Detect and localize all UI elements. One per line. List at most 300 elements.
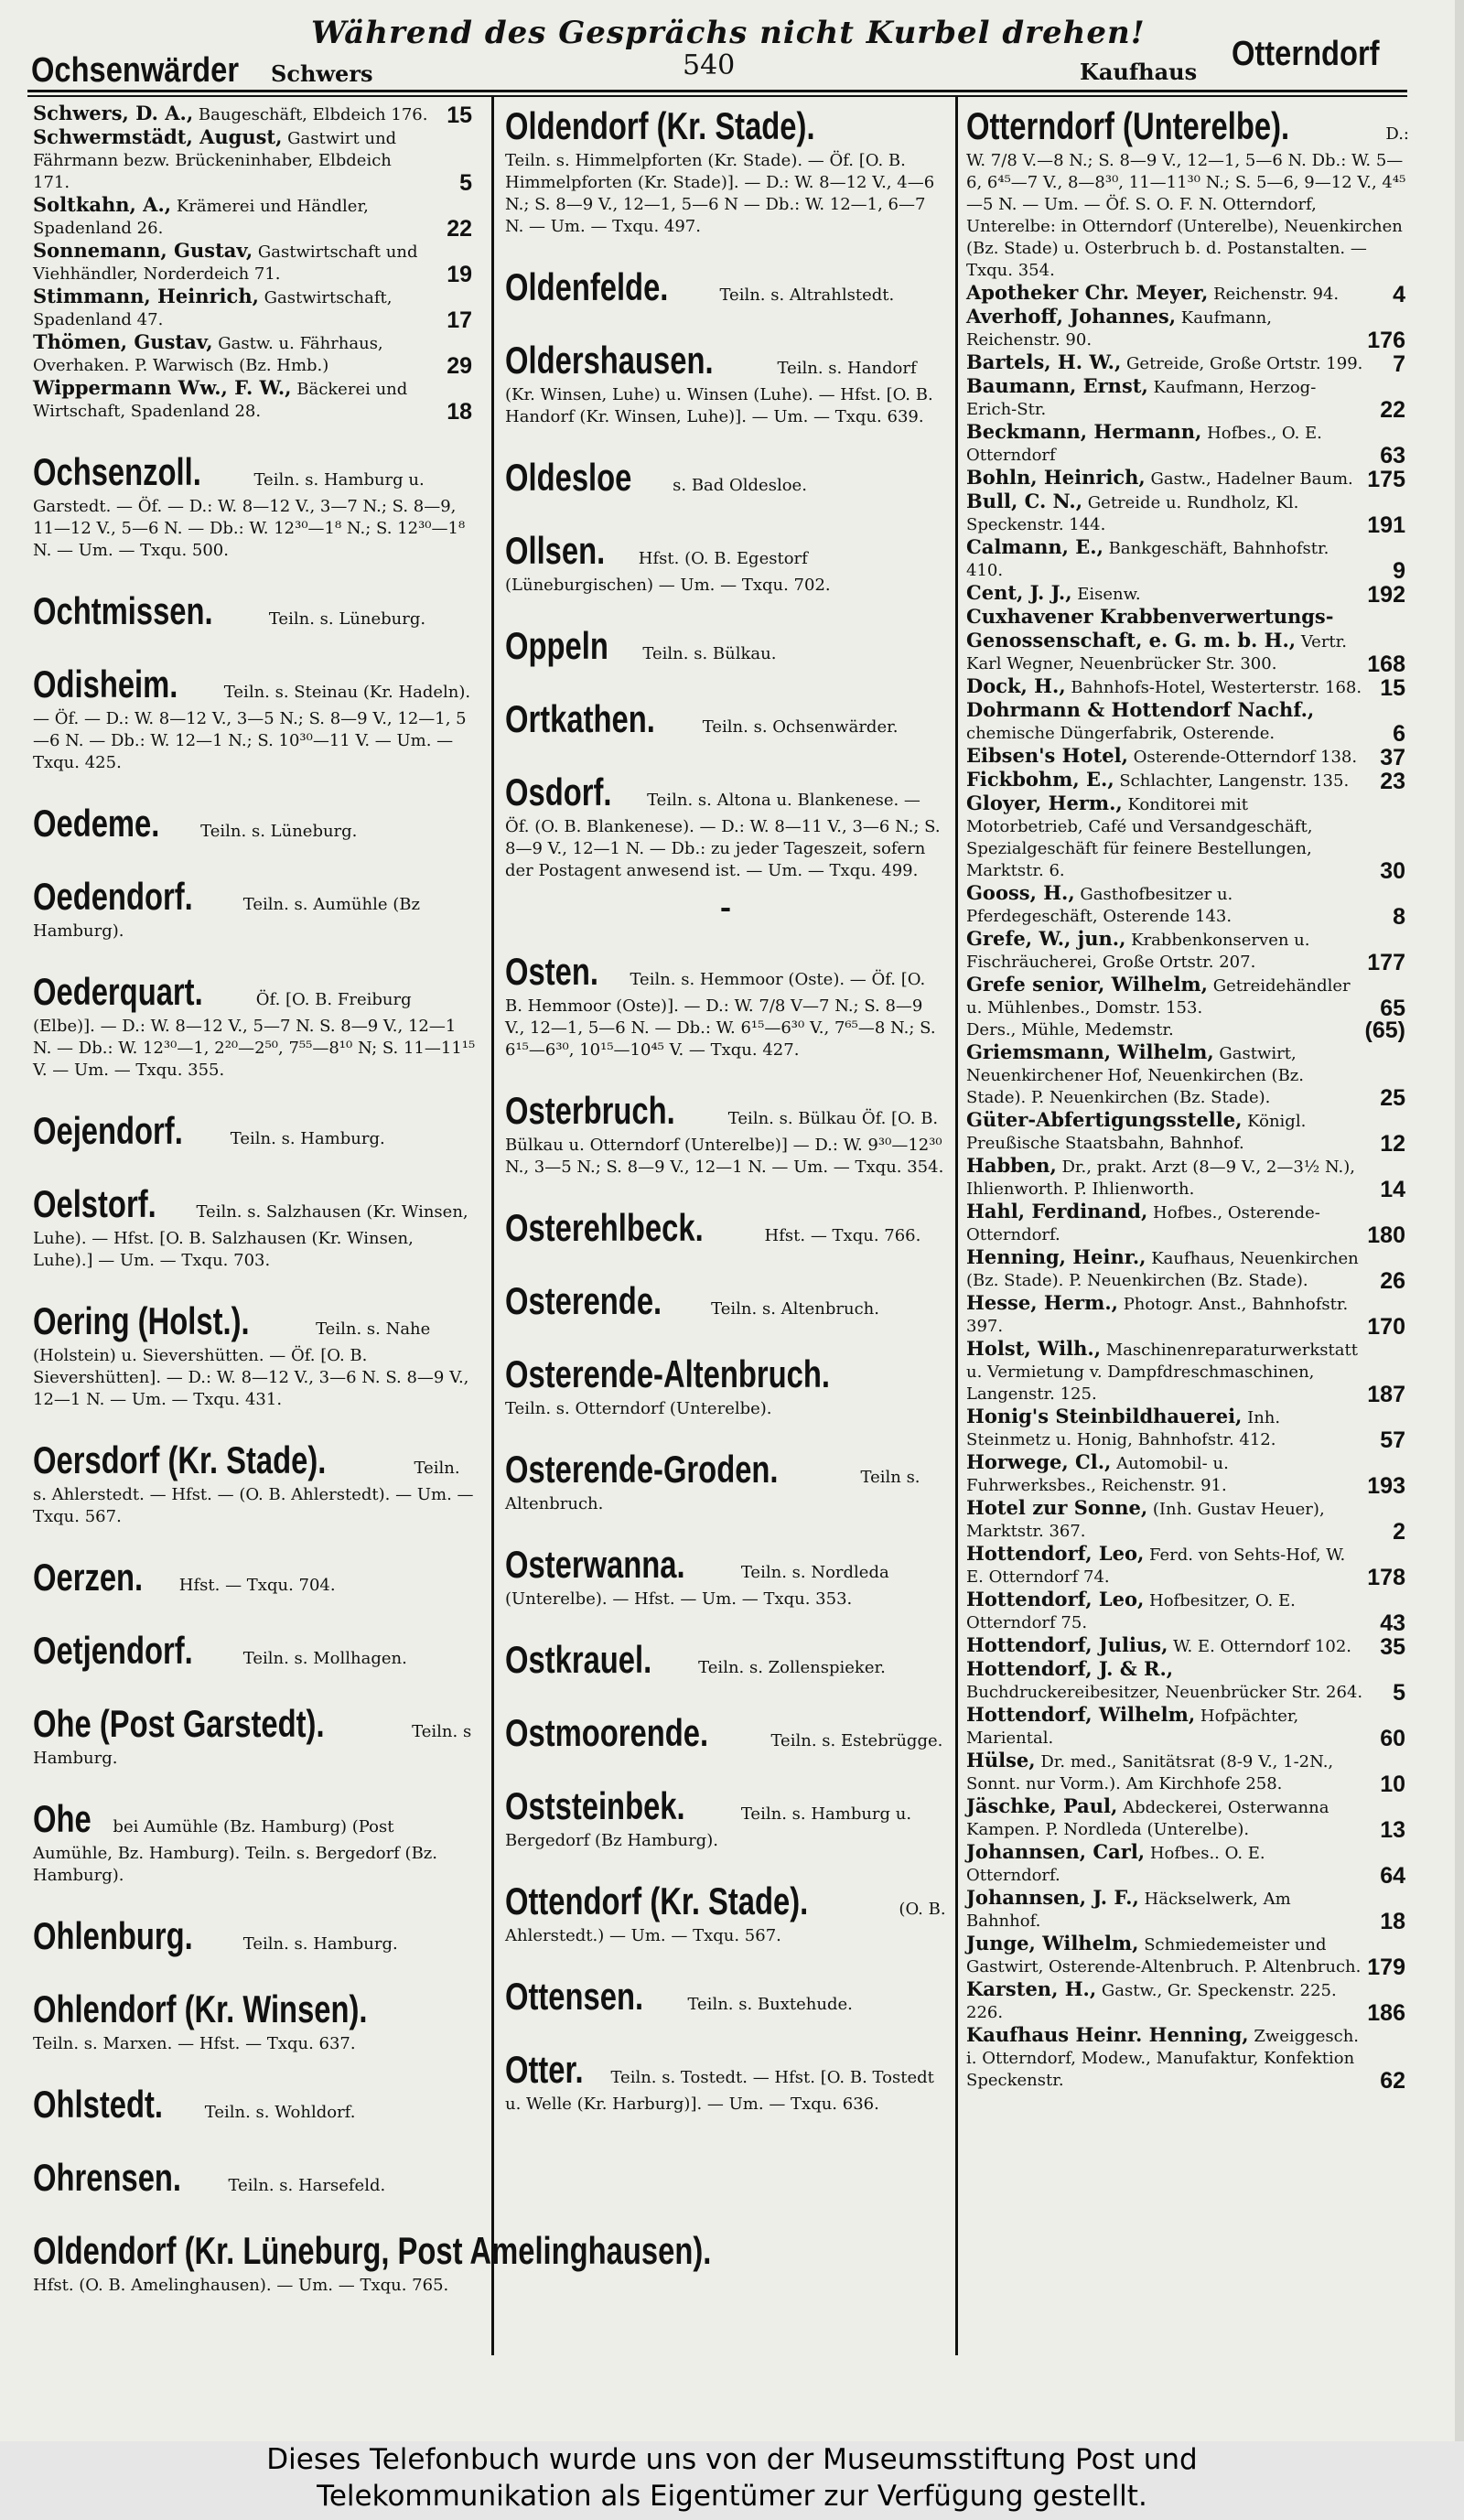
place-name: Odisheim.: [33, 662, 178, 705]
listing-details: Schmiedemeister und Gastwirt, Osterende-Altenbruch. P. Altenbruch.: [966, 1935, 1362, 1976]
place-entry: [505, 1709, 946, 1757]
place-entry: [505, 527, 946, 597]
place-name: Oedendorf.: [33, 875, 193, 918]
listing-details: Baugeschäft, Elbdeich 176.: [198, 105, 428, 124]
phone-number: 191: [1367, 512, 1405, 538]
place-name: Otterndorf (Unterelbe).: [966, 104, 1290, 147]
listing-details: Photogr. Anst., Bahnhofstr. 397.: [966, 1295, 1349, 1336]
listing-entry: [966, 1201, 1411, 1246]
listing-entry: [966, 769, 1411, 792]
listing-entry: [966, 582, 1411, 606]
listing-name: Eibsen's Hotel,: [966, 744, 1128, 767]
listing-name: Junge, Wilhelm,: [966, 1932, 1139, 1955]
listing-name: Karsten, H.,: [966, 1977, 1097, 2000]
listing-entry: [966, 1933, 1411, 1978]
phone-number: 168: [1367, 652, 1405, 677]
listing-details: Automobil- u. Fuhrwerksbes., Reichenstr. 91.: [966, 1454, 1229, 1495]
phone-number: 22: [1380, 397, 1405, 423]
listing-entry: [966, 421, 1411, 467]
listing-details: Gastwirt und Fährmann bezw. Brückeninhaber, Elbdeich 171.: [33, 129, 397, 192]
place-name: Oppeln: [505, 624, 608, 667]
place-details: Teiln. s. Himmelpforten (Kr. Stade). — Öf. [O. B. Himmelpforten (Kr. Stade)]. — D.: W. 8—12 V., 4—6 N.; S. 8—9 V., 12—1, 5—6 N — Db.: W. 12—1, 6—7 N. — Um. — Txqu. 497.: [505, 151, 935, 236]
place-details: s. Bad Oldesloe.: [673, 476, 807, 495]
phone-number: 179: [1367, 1955, 1405, 1980]
place-entry: [505, 1973, 946, 2020]
place-entry: [33, 1912, 478, 1960]
listing-details: Getreide, Große Ortstr. 199.: [1126, 354, 1363, 373]
place-entry: [505, 264, 946, 311]
listing-name: Jäschke, Paul,: [966, 1794, 1118, 1817]
listing-name: Kaufhaus Heinr. Henning,: [966, 2023, 1249, 2046]
caption-line: Dieses Telefonbuch wurde uns von der Museumsstiftung Post und: [266, 2443, 1198, 2476]
listing-name: Hotel zur Sonne,: [966, 1496, 1148, 1519]
phone-number: 170: [1367, 1314, 1405, 1340]
place-entry: [505, 948, 946, 1061]
place-entry: [966, 102, 1411, 282]
place-entry: [505, 622, 946, 670]
listing-details: Gastw. u. Fährhaus, Overhaken. P. Warwisch (Bz. Hmb.): [33, 334, 383, 375]
listing-entry: [966, 1041, 1411, 1109]
listing-entry: [33, 377, 478, 423]
listing-name: Bull, C. N.,: [966, 490, 1083, 512]
listing-details: Zweiggesch. i. Otterndorf, Modew., Manufaktur, Konfektion Speckenstr.: [966, 2027, 1360, 2090]
listing-entry: [966, 699, 1411, 745]
place-entry: [505, 769, 946, 882]
phone-number: 17: [447, 307, 472, 333]
listing-details: Ferd. von Sehts-Hof, W. E. Otterndorf 74.: [966, 1545, 1346, 1587]
place-details: Teiln. s. Handorf (Kr. Winsen, Luhe) u. Winsen (Luhe). — Hfst. [O. B. Handorf (Kr. Winsen, Luhe)]. — Um. — Txqu. 639.: [505, 359, 933, 426]
column-middle: [505, 102, 946, 2350]
place-name: Oederquart.: [33, 970, 203, 1013]
place-details: Hfst. — Txqu. 766.: [764, 1226, 921, 1245]
place-entry: [505, 695, 946, 743]
place-details: Teiln. s. Hamburg.: [242, 1934, 398, 1954]
place-entry: [33, 1180, 478, 1272]
phone-number: 60: [1380, 1726, 1405, 1751]
place-name: Ohe (Post Garstedt).: [33, 1702, 325, 1745]
listing-entry: [966, 536, 1411, 582]
place-entry: [505, 1878, 946, 1947]
place-entry: [33, 1627, 478, 1675]
phone-number: 2: [1393, 1519, 1405, 1545]
listing-name: Honig's Steinbildhauerei,: [966, 1405, 1243, 1427]
place-entry: [505, 1446, 946, 1515]
listing-details: Gasthofbesitzer u. Pferdegeschäft, Osterende 143.: [966, 885, 1233, 926]
place-entry: [33, 1700, 478, 1770]
phone-number: 14: [1380, 1177, 1405, 1202]
column-divider: [955, 95, 958, 2355]
place-details: Teiln. s. Hamburg.: [230, 1129, 385, 1148]
place-details: Teiln. s. Estebrügge.: [770, 1731, 943, 1750]
place-details: Teiln. s. Ahlerstedt. — Hfst. — (O. B. Ahlerstedt). — Um. — Txqu. 567.: [33, 1459, 474, 1526]
place-details: Teiln. s. Bülkau Öf. [O. B. Bülkau u. Otterndorf (Unterelbe)] — D.: W. 9³⁰—12³⁰ N., 3—5 N.; S. 8—9 V., 12—1 N. — Um. — Txqu. 354.: [505, 1109, 944, 1177]
place-details: D.: W. 7/8 V.—8 N.; S. 8—9 V., 12—1, 5—6 N. Db.: W. 5—6, 6⁴⁵—7 V., 8—8³⁰, 11—11³⁰ N.; S. 5—6, 9—12 V., 4⁴⁵—5 N. — Um. — Öf. S. O. F. N. Otterndorf, Unterelbe: in Otterndorf (Unterelbe), Neuenkirchen (Bz. Stade) u. Osterbruch b. d. Postanstalten. — Txqu. 354.: [966, 124, 1409, 280]
place-name: Osterbruch.: [505, 1089, 675, 1132]
phone-number: 187: [1367, 1382, 1405, 1407]
phone-number: 29: [447, 353, 472, 379]
place-name: Ostmoorende.: [505, 1711, 709, 1754]
listing-details: Krabbenkonserven u. Fischräucherei, Große Ortstr. 207.: [966, 931, 1310, 972]
page-header: [0, 0, 1409, 92]
listing-details: Königl. Preußische Staatsbahn, Bahnhof.: [966, 1112, 1307, 1153]
listing-name: Schwermstädt, August,: [33, 125, 283, 148]
phone-number: 37: [1380, 745, 1405, 770]
phone-number: 5: [459, 170, 472, 196]
listing-name: Soltkahn, A.,: [33, 193, 172, 216]
listing-details: Bahnhofs-Hotel, Westerterstr. 168.: [1071, 678, 1362, 697]
place-details: Teiln. s. Otterndorf (Unterelbe).: [505, 1399, 772, 1418]
header-motto: Während des Gesprächs nicht Kurbel drehen!: [311, 15, 1146, 51]
place-name: Osterende-Altenbruch.: [505, 1352, 830, 1395]
place-name: Oldendorf (Kr. Stade).: [505, 104, 815, 147]
header-rule-top: [27, 90, 1407, 92]
phone-number: 30: [1380, 858, 1405, 884]
listing-entry: [966, 1451, 1411, 1497]
listing-details: Buchdruckereibesitzer, Neuenbrücker Str. 264.: [966, 1683, 1363, 1702]
listing-entry: [966, 1795, 1411, 1841]
listing-name: Hottendorf, Leo,: [966, 1542, 1145, 1565]
place-details: Teiln. s. Harsefeld.: [228, 2176, 386, 2195]
listing-details: Häckselwerk, Am Bahnhof.: [966, 1890, 1291, 1931]
listing-entry: [966, 490, 1411, 536]
header-left-name: Schwers: [271, 60, 373, 87]
listing-entry: [966, 351, 1411, 375]
place-details: Teiln. s. Altrahlstedt.: [719, 285, 895, 305]
phone-number: 18: [447, 399, 472, 425]
place-name: Oering (Holst.).: [33, 1299, 250, 1342]
listing-details: W. E. Otterndorf 102.: [1173, 1637, 1352, 1656]
place-entry: [33, 1107, 478, 1155]
listing-details: chemische Düngerfabrik, Osterende.: [966, 724, 1276, 743]
listing-name: Thömen, Gustav,: [33, 330, 213, 353]
place-entry: [33, 1298, 478, 1411]
listing-entry: [966, 1155, 1411, 1201]
listing-details: (Inh. Gustav Heuer), Marktstr. 367.: [966, 1500, 1325, 1541]
listing-entry: [966, 1887, 1411, 1933]
phone-number: 25: [1380, 1085, 1405, 1111]
place-entry: [33, 448, 478, 562]
place-details: Teiln. s. Salzhausen (Kr. Winsen, Luhe). — Hfst. [O. B. Salzhausen (Kr. Winsen, Luhe).] — Um. — Txqu. 703.: [33, 1202, 468, 1270]
phone-number: 8: [1393, 904, 1405, 930]
place-details: Öf. [O. B. Freiburg (Elbe)]. — D.: W. 8—12 V., 5—7 N. S. 8—9 V., 12—1 N. — Db.: W. 12³⁰—1, 2²⁰—2⁵⁰, 7⁵⁵—8¹⁰ N; S. 11—11¹⁵ V. — Um. — Txqu. 355.: [33, 990, 476, 1080]
page-number: 540: [683, 49, 736, 81]
listing-entry: [33, 240, 478, 285]
phone-number: 10: [1380, 1772, 1405, 1797]
listing-details: Gastw., Gr. Speckenstr. 225. 226.: [966, 1981, 1337, 2022]
separator-dash: -: [719, 892, 732, 924]
listing-entry: [33, 331, 478, 377]
listing-entry: [966, 606, 1411, 675]
listing-details: Osterende-Otterndorf 138.: [1133, 748, 1358, 767]
phone-number: 13: [1380, 1817, 1405, 1843]
listing-name: Cuxhavener Krabbenverwertungs-Genossenschaft, e. G. m. b. H.,: [966, 605, 1334, 652]
place-entry: [33, 968, 478, 1082]
phone-number: 176: [1367, 328, 1405, 353]
place-details: Teiln. s. Bülkau.: [642, 644, 777, 663]
listing-entry: [966, 974, 1411, 1019]
adjacent-page-edge: [1455, 0, 1464, 2441]
column-right: [966, 102, 1411, 2350]
phone-number: 15: [447, 102, 472, 128]
listing-name: Bartels, H. W.,: [966, 350, 1122, 373]
phone-number: 64: [1380, 1863, 1405, 1889]
listing-entry: [33, 102, 478, 126]
listing-name: Averhoff, Johannes,: [966, 305, 1177, 328]
place-name: Oldesloe: [505, 456, 632, 499]
listing-entry: [966, 1338, 1411, 1405]
place-details: Teiln. s. Buxtehude.: [687, 1995, 853, 2014]
listing-details: Hofbes.. O. E. Otterndorf.: [966, 1844, 1265, 1885]
phone-number: 180: [1367, 1222, 1405, 1248]
listing-entry: [966, 1019, 1411, 1041]
phone-number: 26: [1380, 1268, 1405, 1294]
listing-entry: [966, 1246, 1411, 1292]
place-details: Teiln. s. Marxen. — Hfst. — Txqu. 637.: [33, 2034, 356, 2053]
place-entry: [505, 102, 946, 238]
phone-number: 175: [1367, 467, 1405, 492]
listing-details: Schlachter, Langenstr. 135.: [1119, 771, 1350, 791]
place-entry: [33, 873, 478, 942]
place-details: Teiln. s. Aumühle (Bz Hamburg).: [33, 895, 420, 941]
listing-details: Gastwirt, Neuenkirchener Hof, Neuenkirchen (Bz. Stade). P. Neuenkirchen (Bz. Stade).: [966, 1044, 1305, 1107]
listing-name: Cent, J. J.,: [966, 581, 1072, 604]
listing-entry: [966, 1497, 1411, 1543]
header-rule-bottom: [27, 95, 1407, 97]
listing-entry: [966, 792, 1411, 882]
listing-name: Fickbohm, E.,: [966, 768, 1114, 791]
phone-number: 65: [1380, 996, 1405, 1021]
listing-entry: [33, 285, 478, 331]
listing-details: Getreidehändler u. Mühlenbes., Domstr. 153.: [966, 976, 1351, 1018]
place-name: Oldenfelde.: [505, 265, 669, 308]
place-entry: [33, 1437, 478, 1528]
place-entry: [33, 2154, 478, 2202]
listing-name: Grefe senior, Wilhelm,: [966, 973, 1208, 996]
listing-details: Krämerei und Händler, Spadenland 26.: [33, 197, 369, 238]
place-entry: [505, 337, 946, 428]
listing-entry: [966, 1841, 1411, 1887]
listing-details: Dr. med., Sanitätsrat (8-9 V., 1-2N., Sonnt. nur Vorm.). Am Kirchhofe 258.: [966, 1752, 1334, 1793]
place-entry: [33, 2227, 712, 2297]
listing-details: Kaufhaus, Neuenkirchen (Bz. Stade). P. Neuenkirchen (Bz. Stade).: [966, 1249, 1359, 1290]
phone-number: 177: [1367, 950, 1405, 975]
listing-name: Hülse,: [966, 1749, 1036, 1772]
place-entry: [33, 800, 478, 847]
phone-number: 9: [1393, 558, 1405, 584]
listing-name: Grefe, W., jun.,: [966, 927, 1126, 950]
place-name: Ottendorf (Kr. Stade).: [505, 1879, 809, 1922]
listing-entry: [966, 1750, 1411, 1795]
phone-number: 23: [1380, 769, 1405, 794]
listing-name: Sonnemann, Gustav,: [33, 239, 253, 262]
phone-number: 6: [1393, 721, 1405, 747]
listing-entry: [33, 194, 478, 240]
listing-entry: [966, 1588, 1411, 1634]
place-name: Osterwanna.: [505, 1543, 685, 1586]
listing-name: Güter-Abfertigungsstelle,: [966, 1108, 1243, 1131]
phone-number: 57: [1380, 1427, 1405, 1453]
listing-details: Hofbes., Osterende-Otterndorf.: [966, 1203, 1320, 1244]
place-name: Ohrensen.: [33, 2156, 182, 2199]
place-name: Oerzen.: [33, 1556, 144, 1599]
listing-name: Johannsen, Carl,: [966, 1840, 1146, 1863]
listing-name: Hottendorf, Wilhelm,: [966, 1703, 1196, 1726]
phone-number: 7: [1393, 351, 1405, 377]
listing-entry: [966, 1658, 1411, 1704]
listing-details: Hofbesitzer, O. E. Otterndorf 75.: [966, 1591, 1296, 1632]
phone-number: 43: [1380, 1610, 1405, 1636]
phone-number: 186: [1367, 2000, 1405, 2026]
listing-name: Hottendorf, Leo,: [966, 1588, 1145, 1610]
place-name: Osterehlbeck.: [505, 1206, 704, 1249]
place-entry: [505, 1351, 946, 1420]
place-name: Oejendorf.: [33, 1109, 183, 1152]
listing-entry: [966, 1292, 1411, 1338]
listing-details: Kaufmann, Reichenstr. 90.: [966, 308, 1272, 350]
place-name: Otter.: [505, 2048, 584, 2091]
listing-name: Horwege, Cl.,: [966, 1450, 1112, 1473]
place-details: Teiln. s. Hemmoor (Oste). — Öf. [O. B. Hemmoor (Oste)]. — D.: W. 7/8 V—7 N.; S. 8—9 V., 12—1, 5—6 N. — Db.: W. 6¹⁵—6³⁰ V., 7⁶⁵—8 N.; S. 6¹⁵—6³⁰, 10¹⁵—10⁴⁵ V. — Txqu. 427.: [505, 970, 936, 1060]
listing-entry: [966, 1543, 1411, 1588]
listing-entry: [966, 467, 1411, 490]
place-details: Hfst. (O. B. Amelinghausen). — Um. — Txqu. 765.: [33, 2276, 449, 2295]
listing-entry: [966, 745, 1411, 769]
place-name: Ollsen.: [505, 529, 606, 572]
phone-number: 12: [1380, 1131, 1405, 1157]
listing-details: Dr., prakt. Arzt (8—9 V., 2—3½ N.), Ihlienworth. P. Ihlienworth.: [966, 1158, 1356, 1199]
place-details: Teiln. s. Wohldorf.: [204, 2103, 356, 2122]
place-entry: [505, 1541, 946, 1610]
listing-details: Getreide u. Rundholz, Kl. Speckenstr. 144.: [966, 493, 1299, 534]
listing-entry: [966, 1634, 1411, 1658]
place-name: Ostkrauel.: [505, 1638, 652, 1681]
place-details: Teiln. s. Tostedt. — Hfst. [O. B. Tostedt u. Welle (Kr. Harburg)]. — Um. — Txqu. 636.: [505, 2068, 934, 2114]
listing-name: Bohln, Heinrich,: [966, 466, 1146, 489]
place-entry: [33, 1554, 478, 1601]
place-name: Oldendorf (Kr. Lüneburg, Post Amelinghausen).: [33, 2229, 712, 2272]
listing-details: Gastwirtschaft, Spadenland 47.: [33, 288, 393, 329]
listing-name: Wippermann Ww., F. W.,: [33, 376, 292, 399]
place-entry: [33, 587, 478, 635]
listing-entry: [966, 1978, 1411, 2024]
listing-details: Eisenw.: [1077, 585, 1141, 604]
listing-name: Hottendorf, Julius,: [966, 1633, 1168, 1656]
listing-name: Gloyer, Herm.,: [966, 792, 1123, 814]
listing-name: Holst, Wilh.,: [966, 1337, 1102, 1360]
place-details: Teiln. s. Mollhagen.: [242, 1649, 407, 1668]
place-details: (O. B. Ahlerstedt.) — Um. — Txqu. 567.: [505, 1900, 946, 1945]
listing-details: Abdeckerei, Osterwanna Kampen. P. Nordleda (Unterelbe).: [966, 1798, 1329, 1839]
listing-entry: [966, 375, 1411, 421]
place-details: Teiln. s. Zollenspieker.: [698, 1658, 886, 1677]
place-entry: [505, 1636, 946, 1684]
place-name: Ohlenburg.: [33, 1914, 193, 1957]
place-details: Teiln. s. Nahe (Holstein) u. Sievershütten. — Öf. [O. B. Sievershütten]. — D.: W. 8—12 V., 3—6 N. S. 8—9 V., 12—1 N. — Um. — Txqu. 431.: [33, 1319, 469, 1409]
place-entry: [505, 1087, 946, 1179]
place-entry: [505, 1782, 946, 1852]
place-entry: [33, 1986, 478, 2055]
header-left-place: Ochsenwärder: [31, 51, 240, 90]
listing-name: Henning, Heinr.,: [966, 1245, 1146, 1268]
place-name: Ortkathen.: [505, 697, 655, 740]
place-details: Teiln. s. Steinau (Kr. Hadeln). — Öf. — D.: W. 8—12 V., 3—5 N.; S. 8—9 V., 12—1, 5—6 N. — Db.: W. 12—1 N.; S. 10³⁰—11 V. — Um. — Txqu. 425.: [33, 683, 471, 772]
listing-name: Hesse, Herm.,: [966, 1291, 1118, 1314]
place-details: bei Aumühle (Bz. Hamburg) (Post Aumühle, Bz. Hamburg). Teiln. s. Bergedorf (Bz. Hamburg).: [33, 1817, 438, 1885]
listing-entry: [966, 1405, 1411, 1451]
listing-name: Beckmann, Hermann,: [966, 420, 1202, 443]
listing-details: Gastw., Hadelner Baum.: [1150, 469, 1353, 489]
place-name: Ohlendorf (Kr. Winsen).: [33, 1987, 368, 2030]
phone-number: 193: [1367, 1473, 1405, 1499]
listing-name: Baumann, Ernst,: [966, 374, 1148, 397]
phone-number: 62: [1380, 2068, 1405, 2094]
phone-number: 22: [447, 216, 472, 242]
place-name: Ochsenzoll.: [33, 450, 201, 493]
place-details: Teiln. s Hamburg.: [33, 1722, 472, 1768]
listing-name: Dohrmann & Hottendorf Nachf.,: [966, 698, 1315, 721]
phone-number: 63: [1380, 443, 1405, 468]
listing-name: Gooss, H.,: [966, 881, 1075, 904]
listing-entry: [966, 1109, 1411, 1155]
listing-entry: [966, 2024, 1411, 2092]
place-entry: [33, 2081, 478, 2128]
footer-caption: [0, 2441, 1464, 2520]
listing-entry: [966, 1704, 1411, 1750]
listing-details: Kaufmann, Herzog-Erich-Str.: [966, 378, 1317, 419]
place-entry: [505, 1204, 946, 1252]
place-entry: [505, 454, 946, 501]
listing-name: Habben,: [966, 1154, 1057, 1177]
listing-details: Bäckerei und Wirtschaft, Spadenland 28.: [33, 380, 408, 421]
place-details: Teiln. s. Lüneburg.: [268, 609, 426, 629]
place-name: Ottensen.: [505, 1975, 644, 2018]
phone-number: 15: [1380, 675, 1405, 701]
listing-details: Maschinenreparaturwerkstatt u. Vermietung v. Dampfdreschmaschinen, Langenstr. 125.: [966, 1341, 1358, 1404]
listing-name: Johannsen, J. F.,: [966, 1886, 1139, 1909]
place-details: Teiln. s. Nordleda (Unterelbe). — Hfst. — Um. — Txqu. 353.: [505, 1563, 889, 1609]
place-details: Teiln. s. Lüneburg.: [200, 822, 358, 841]
listing-details: Bankgeschäft, Bahnhofstr. 410.: [966, 539, 1329, 580]
phone-number: (65): [1364, 1018, 1405, 1043]
phone-number: 18: [1380, 1909, 1405, 1934]
caption-line: Telekommunikation als Eigentümer zur Verfügung gestellt.: [317, 2480, 1147, 2513]
place-name: Ohe: [33, 1797, 92, 1840]
place-details: Teiln. s. Altenbruch.: [711, 1299, 879, 1319]
place-name: Oetjendorf.: [33, 1629, 193, 1672]
listing-details: Hofbes., O. E. Otterndorf: [966, 424, 1322, 465]
listing-entry: [966, 882, 1411, 928]
place-name: Osterende-Groden.: [505, 1448, 779, 1491]
listing-entry: [966, 675, 1411, 699]
phone-number: 192: [1367, 582, 1405, 608]
place-name: Ochtmissen.: [33, 589, 213, 632]
place-name: Oersdorf (Kr. Stade).: [33, 1438, 327, 1481]
listing-details: Ders., Mühle, Medemstr.: [966, 1020, 1174, 1039]
place-entry: [505, 2046, 946, 2116]
place-details: Hfst. (O. B. Egestorf (Lüneburgischen) — Um. — Txqu. 702.: [505, 549, 831, 595]
listing-details: Vertr. Karl Wegner, Neuenbrücker Str. 300.: [966, 632, 1348, 673]
listing-name: Hahl, Ferdinand,: [966, 1200, 1148, 1222]
place-name: Osten.: [505, 950, 598, 993]
listing-name: Apotheker Chr. Meyer,: [966, 281, 1209, 304]
listing-name: Hottendorf, J. & R.,: [966, 1657, 1174, 1680]
place-name: Oedeme.: [33, 802, 160, 845]
listing-details: Konditorei mit Motorbetrieb, Café und Versandgeschäft, Spezialgeschäft für feinere Bestellungen, Marktstr. 6.: [966, 795, 1313, 880]
place-name: Oelstorf.: [33, 1182, 156, 1225]
header-right-place: Otterndorf: [1232, 35, 1380, 73]
place-details: Teiln. s. Hamburg u. Garstedt. — Öf. — D.: W. 8—12 V., 3—7 N.; S. 8—9, 11—12 V., 5—6 N. — Db.: W. 12³⁰—1⁸ N.; S. 12³⁰—1⁸ N. — Um. — Txqu. 500.: [33, 470, 466, 560]
place-details: Teiln. s. Ochsenwärder.: [702, 717, 899, 737]
